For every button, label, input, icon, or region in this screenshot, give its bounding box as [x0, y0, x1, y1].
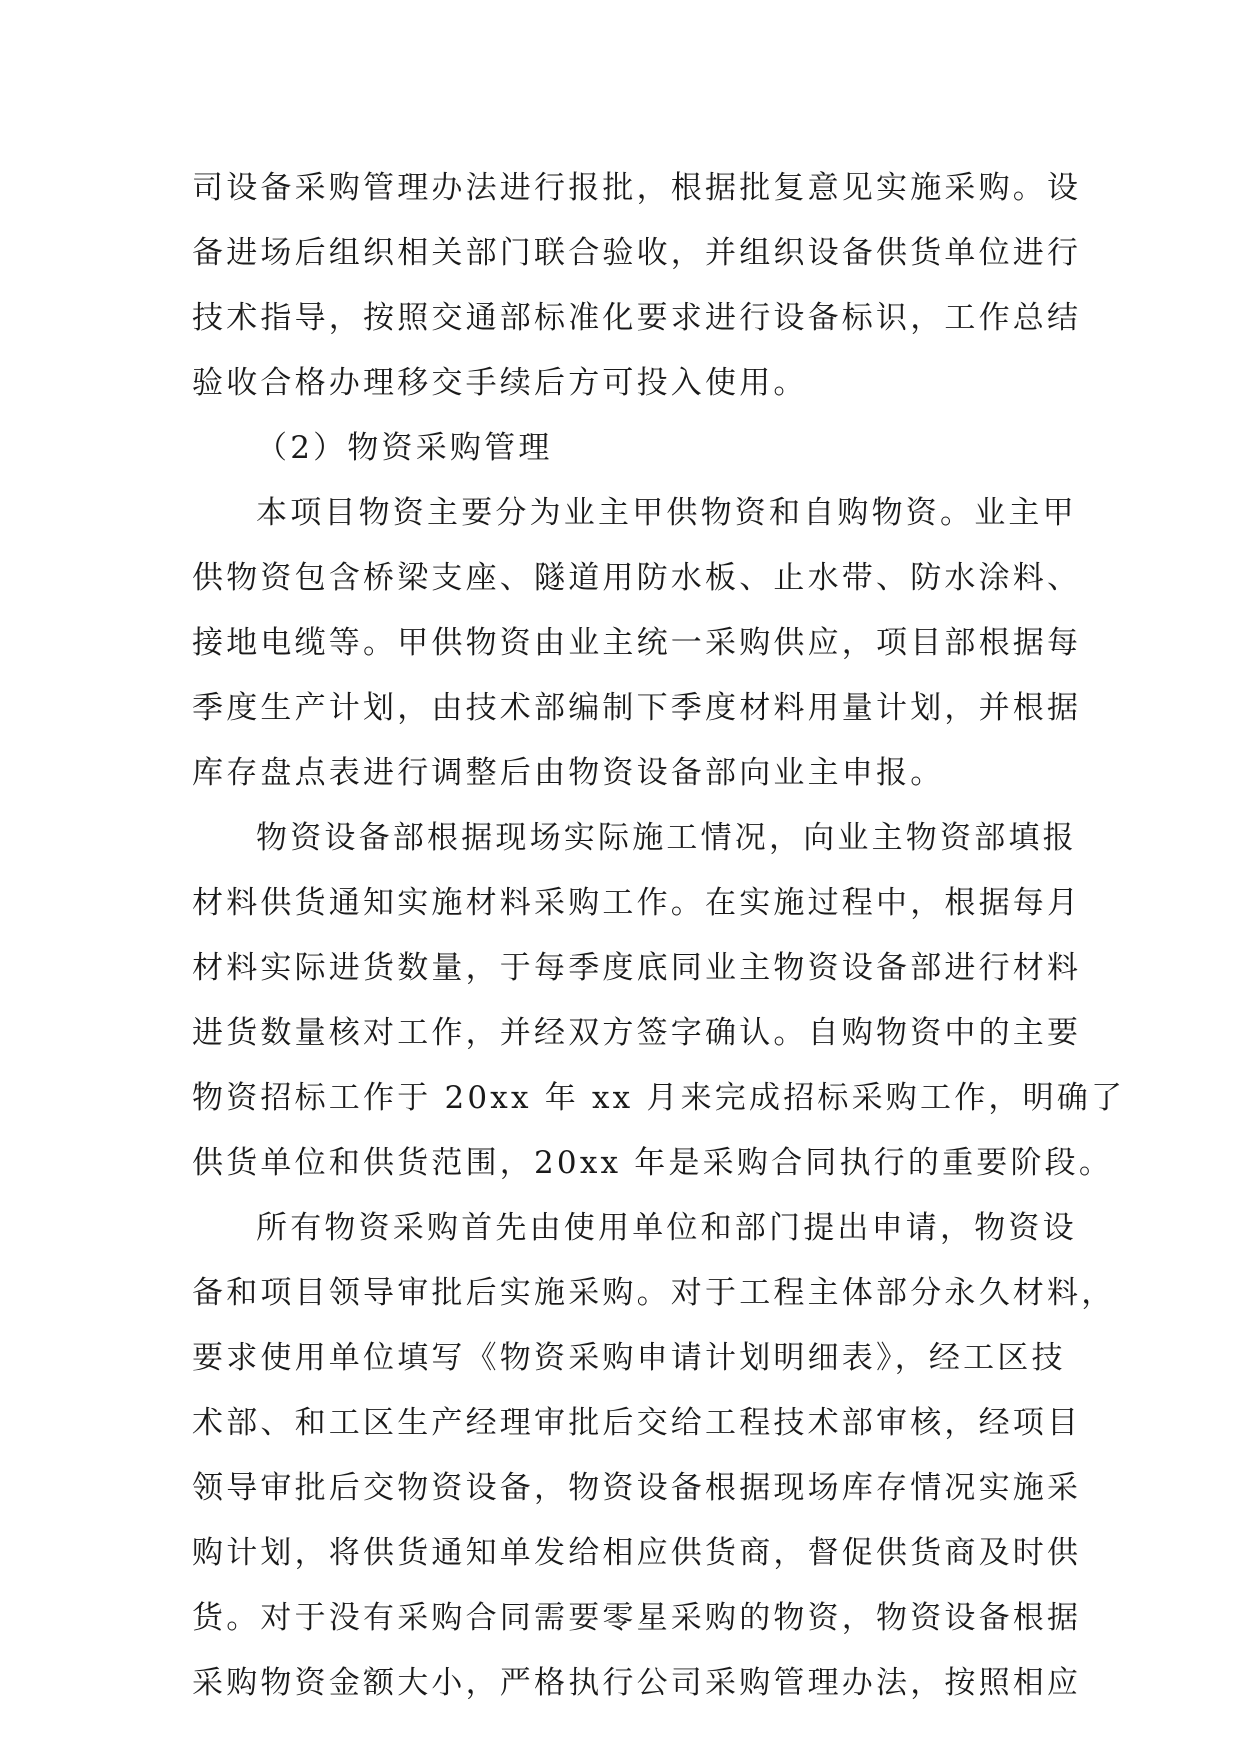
text-line: 购计划，将供货通知单发给相应供货商，督促供货商及时供 — [192, 1535, 1082, 1571]
text-line: 材料实际进货数量，于每季度底同业主物资设备部进行材料 — [192, 950, 1082, 986]
text-line: 验收合格办理移交手续后方可投入使用。 — [192, 365, 808, 401]
text-line: 司设备采购管理办法进行报批，根据批复意见实施采购。设 — [192, 170, 1082, 206]
text-line: （2）物资采购管理 — [256, 430, 553, 466]
text-line: 备进场后组织相关部门联合验收，并组织设备供货单位进行 — [192, 235, 1082, 271]
text-line: 库存盘点表进行调整后由物资设备部向业主申报。 — [192, 755, 945, 791]
text-line: 采购物资金额大小，严格执行公司采购管理办法，按照相应 — [192, 1665, 1082, 1701]
text-line: 术部、和工区生产经理审批后交给工程技术部审核，经项目 — [192, 1405, 1082, 1441]
text-line: 供货单位和供货范围，20xx 年是采购合同执行的重要阶段。 — [192, 1145, 1114, 1181]
document-body — [192, 156, 1126, 1716]
text-line: 要求使用单位填写《物资采购申请计划明细表》，经工区技 — [192, 1340, 1066, 1376]
text-line: 材料供货通知实施材料采购工作。在实施过程中，根据每月 — [192, 885, 1082, 921]
text-line: 物资招标工作于 20xx 年 xx 月来完成招标采购工作，明确了 — [192, 1080, 1126, 1116]
text-line: 供物资包含桥梁支座、隧道用防水板、止水带、防水涂料、 — [192, 560, 1082, 596]
text-line: 所有物资采购首先由使用单位和部门提出申请，物资设 — [256, 1210, 1077, 1246]
text-line: 备和项目领导审批后实施采购。对于工程主体部分永久材料， — [192, 1275, 1116, 1311]
text-line: 领导审批后交物资设备，物资设备根据现场库存情况实施采 — [192, 1470, 1082, 1506]
text-line: 季度生产计划，由技术部编制下季度材料用量计划，并根据 — [192, 690, 1082, 726]
text-line: 接地电缆等。甲供物资由业主统一采购供应，项目部根据每 — [192, 625, 1082, 661]
text-line: 物资设备部根据现场实际施工情况，向业主物资部填报 — [256, 820, 1077, 856]
text-line: 货。对于没有采购合同需要零星采购的物资，物资设备根据 — [192, 1600, 1082, 1636]
text-line: 本项目物资主要分为业主甲供物资和自购物资。业主甲 — [256, 495, 1077, 531]
text-line: 进货数量核对工作，并经双方签字确认。自购物资中的主要 — [192, 1015, 1082, 1051]
text-line: 技术指导，按照交通部标准化要求进行设备标识，工作总结 — [192, 300, 1082, 336]
